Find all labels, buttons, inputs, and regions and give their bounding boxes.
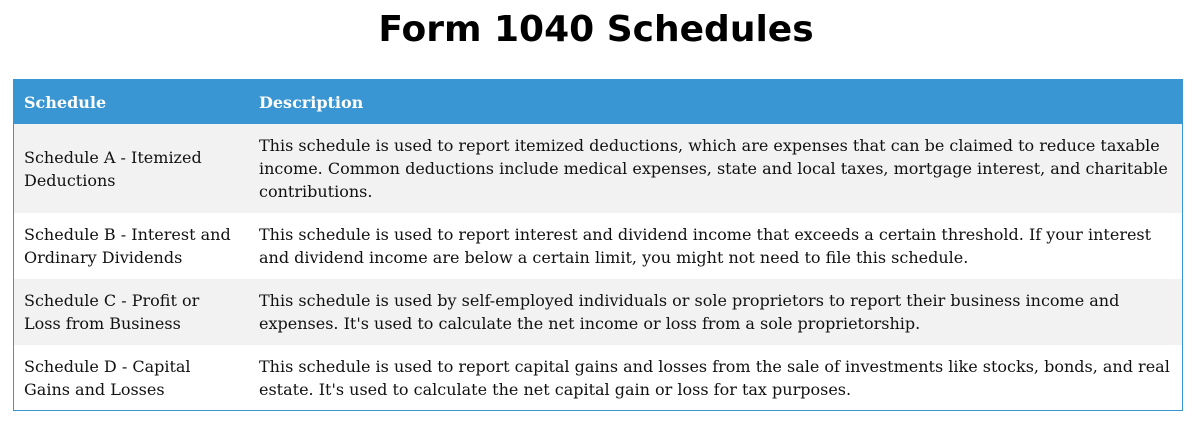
schedules-table <box>14 80 1182 410</box>
schedule-cell: Schedule C - Profit or Loss from Business <box>24 291 200 333</box>
description-cell: This schedule is used by self-employed individuals or sole proprietors to report their business income and expenses. It's used to calculate the net income or loss from a sole proprietorship. <box>259 291 1120 333</box>
table-header <box>14 80 1182 124</box>
page-title: Form 1040 Schedules <box>378 9 814 50</box>
schedule-cell: Schedule A - Itemized Deductions <box>24 147 202 190</box>
description-cell: This schedule is used to report interest and dividend income that exceeds a certain threshold. If your interest and dividend income are below a certain limit, you might not need to file this schedule. <box>259 225 1152 267</box>
header-row <box>14 80 1182 124</box>
table-row <box>14 213 1182 279</box>
table-row <box>14 124 1182 213</box>
description-cell: This schedule is used to report capital gains and losses from the sale of investments like stocks, bonds, and real estate. It's used to calculate the net capital gain or loss for tax purposes. <box>259 356 1170 399</box>
table-body <box>14 124 1182 410</box>
table-row <box>14 345 1182 410</box>
column-header-schedule: Schedule <box>24 92 107 112</box>
description-cell: This schedule is used to report itemized deductions, which are expenses that can be claimed to reduce taxable income. Common deductions include medical expenses, state and local taxes, mortgage interest, and charitable contributions. <box>259 136 1168 201</box>
schedule-cell: Schedule D - Capital Gains and Losses <box>24 356 191 399</box>
column-header-description: Description <box>259 92 364 112</box>
schedules-table-container <box>13 79 1183 411</box>
table-row <box>14 279 1182 345</box>
schedule-cell: Schedule B - Interest and Ordinary Dividends <box>24 225 231 267</box>
